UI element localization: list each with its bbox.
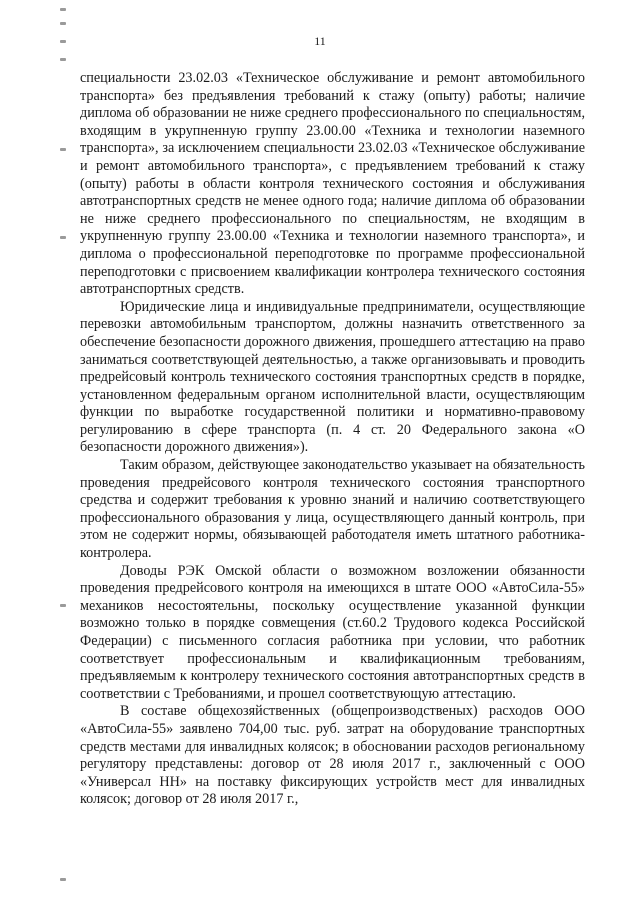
paragraph: специальности 23.02.03 «Техническое обслуживание и ремонт автомобильного транспорта» без предъявления требований к стажу (опыту) работы; наличие диплома об образовании не ниже среднего профессионального по специальностям, входящим в укрупненную группу 23.00.00 «Техника и технологии наземного транспорта», за исключением специальности 23.02.03 «Техническое обслуживание и ремонт автомобильного транспорта», с предъявлением требований к стажу (опыту) работы в области контроля технического состояния и обслуживания автотранспортных средств не менее одного года; наличие диплома об образовании не ниже среднего профессионального по специальностям, не входящим в укрупненную группу 23.00.00 «Техника и технологии наземного транспорта», и диплома о профессиональной переподготовке по программе профессиональной переподготовки с присвоением квалификации контролера технического состояния автотранспортных средств. xyxy=(80,70,585,298)
page-number: 11 xyxy=(314,34,326,48)
scan-mark xyxy=(60,22,66,25)
scan-mark xyxy=(60,8,66,11)
document-body xyxy=(80,70,585,809)
scan-mark xyxy=(60,604,66,607)
paragraph: Доводы РЭК Омской области о возможном возложении обязанности проведения предрейсового контроля на имеющихся в штате ООО «АвтоСила-55» механиков несостоятельны, поскольку осуществление указанной функции возможно только в порядке совмещения (ст.60.2 Трудового кодекса Российской Федерации) с письменного согласия работника при условии, что работник соответствует профессиональным и квалификационным требованиям, предъявляемым к контролеру технического состояния автотранспортных средств в соответствии с Требованиями, и прошел соответствующую аттестацию. xyxy=(80,562,585,702)
scan-mark xyxy=(60,58,66,61)
left-margin-scan-marks xyxy=(60,0,80,905)
scan-mark xyxy=(60,148,66,151)
paragraph: В составе общехозяйственных (общепроизводственых) расходов ООО «АвтоСила-55» заявлено 704,00 тыс. руб. затрат на оборудование транспортных средств местами для инвалидных колясок; в обосновании расходов региональному регулятору представлены: договор от 28 июля 2017 г., заключенный с ООО «Универсал НН» на поставку фиксирующих устройств мест для инвалидных колясок; договор от 28 июля 2017 г., xyxy=(80,703,585,808)
paragraph: Юридические лица и индивидуальные предприниматели, осуществляющие перевозки автомобильным транспортом, должны назначить ответственного за обеспечение безопасности дорожного движения, прошедшего аттестацию на право заниматься соответствующей деятельностью, а также организовывать и проводить предрейсовый контроль технического состояния транспортных средств в порядке, установленном федеральным органом исполнительной власти, осуществляющим функции по выработке государственной политики и нормативно-правовому регулированию в сфере транспорта (п. 4 ст. 20 Федерального закона «О безопасности дорожного движения»). xyxy=(80,298,585,456)
scan-mark xyxy=(60,878,66,881)
paragraph: Таким образом, действующее законодательство указывает на обязательность проведения предрейсового контроля технического состояния транспортного средства и содержит требования к уровню знаний и наличию соответствующего профессионального образования у лица, осуществляющего данный контроль, при этом не содержит нормы, обязывающей работодателя иметь штатного работника-контролера. xyxy=(80,457,585,562)
scan-mark xyxy=(60,236,66,239)
